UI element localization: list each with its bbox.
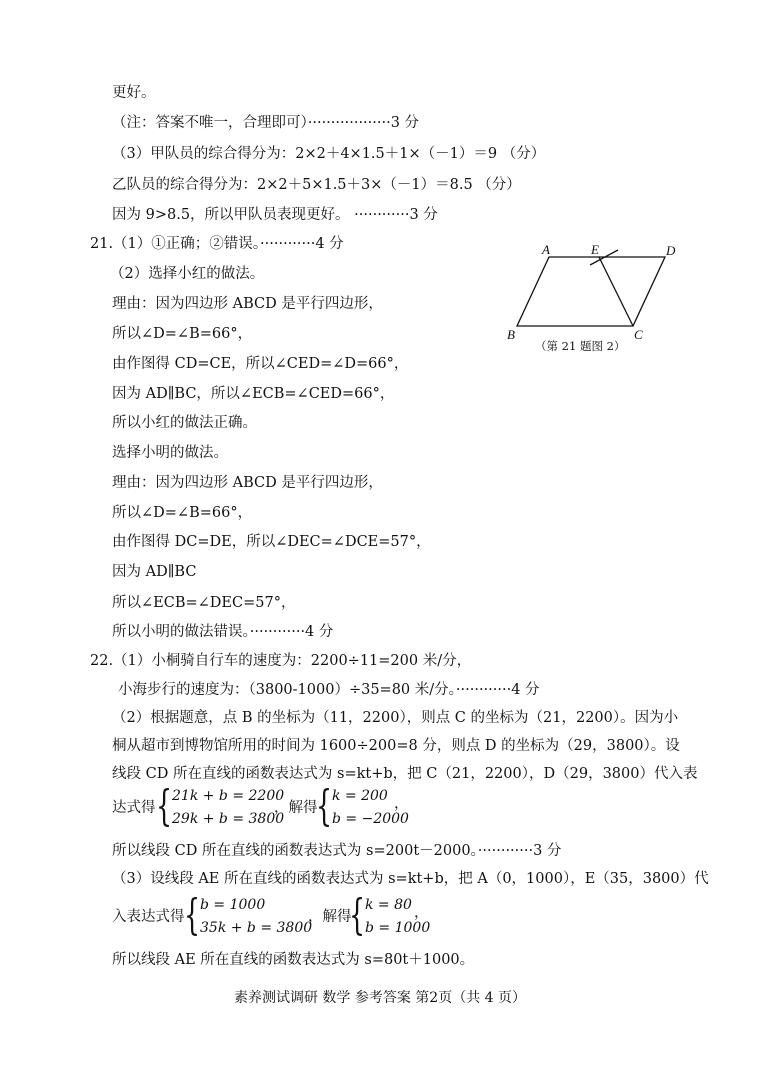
vertex-label-b: B: [507, 327, 515, 342]
system-equation: 35k + b = 3800: [200, 920, 313, 936]
figure-caption: （第 21 题图 2）: [535, 339, 626, 353]
text-line: 理由：因为四边形 ABCD 是平行四边形，: [112, 475, 383, 491]
page-footer: 素养测试调研 数学 参考答案 第2页（共 4 页）: [233, 990, 527, 1006]
left-brace: {: [156, 781, 173, 830]
system-solution: k = 80: [365, 897, 412, 913]
system-solution: b = 1000: [365, 920, 431, 936]
left-brace: {: [349, 890, 366, 939]
system-solution: k = 200: [332, 788, 388, 804]
vertex-label-e: E: [591, 242, 599, 257]
system-solution: b = −2000: [332, 811, 409, 827]
system-equation: 21k + b = 2200: [172, 788, 285, 804]
equation-system-1: [112, 781, 412, 832]
system-equation: 29k + b = 3800: [172, 811, 285, 827]
equation-system-2: [112, 890, 432, 941]
text-line: 由作图得 DC=DE，所以∠DEC=∠DCE=57°，: [112, 534, 431, 550]
system-equation: b = 1000: [200, 897, 266, 913]
text-line: 选择小明的做法。: [112, 445, 228, 461]
vertex-label-d: D: [666, 243, 676, 258]
parallelogram-abcd: [517, 257, 665, 326]
vertex-label-a: A: [542, 242, 550, 257]
system-suffix: ，: [414, 905, 429, 921]
text-line: 所以线段 CD 所在直线的函数表达式为 s=200t－2000。············3 分: [112, 843, 562, 859]
text-line: 所以∠D=∠B=66°，: [112, 505, 253, 521]
text-line: 所以线段 AE 所在直线的函数表达式为 s=80t＋1000。: [112, 952, 475, 968]
parallelogram-figure: [505, 240, 685, 355]
system-prefix: 入表达式得: [112, 909, 185, 925]
text-line: 桐从超市到博物馆所用的时间为 1600÷200=8 分，则点 D 的坐标为（29，3800）。设: [112, 738, 680, 754]
system-mid: ，解得: [274, 800, 318, 816]
text-line: （3）甲队员的综合得分为：2×2＋4×1.5＋1×（－1）＝9 （分）: [112, 146, 546, 162]
question-22-heading: 22.（1）小桐骑自行车的速度为：2200÷11=200 米/分，: [90, 653, 472, 669]
text-line: （3）设线段 AE 所在直线的函数表达式为 s=kt+b，把 A（0，1000），E（35，3800）代: [112, 871, 709, 887]
vertex-label-c: C: [634, 327, 643, 342]
text-line: 因为 AD∥BC，所以∠ECB=∠CED=66°，: [112, 386, 395, 402]
segment-ec: [599, 257, 633, 326]
text-line: 乙队员的综合得分为：2×2＋5×1.5＋3×（－1）＝8.5 （分）: [112, 177, 521, 193]
system-prefix: 达式得: [112, 800, 156, 816]
question-21-heading: 21.（1）①正确；②错误。············4 分: [90, 236, 344, 252]
text-line: 更好。: [112, 85, 156, 101]
text-line: 由作图得 CD=CE，所以∠CED=∠D=66°，: [112, 356, 409, 372]
left-brace: {: [316, 781, 333, 830]
system-mid: ，解得: [308, 909, 352, 925]
text-line: （注：答案不唯一，合理即可）··················3 分: [112, 115, 420, 131]
text-line: 理由：因为四边形 ABCD 是平行四边形，: [112, 296, 383, 312]
text-line: 因为 AD∥BC: [112, 564, 197, 580]
text-line: 线段 CD 所在直线的函数表达式为 s=kt+b，把 C（21，2200），D（29，3800）代入表: [112, 766, 698, 782]
text-line: 所以小明的做法错误。············4 分: [112, 624, 334, 640]
text-line: （2）选择小红的做法。: [110, 266, 265, 282]
text-line: 小海步行的速度为：（3800-1000）÷35=80 米/分。············4 分: [118, 682, 540, 698]
system-suffix: ，: [394, 796, 409, 812]
text-line: 所以∠D=∠B=66°，: [112, 326, 253, 342]
left-brace: {: [184, 890, 201, 939]
text-line: 因为 9>8.5，所以甲队员表现更好。 ············3 分: [112, 207, 438, 223]
text-line: （2）根据题意，点 B 的坐标为（11，2200），则点 C 的坐标为（21，2200）。因为小: [112, 710, 679, 726]
text-line: 所以∠ECB=∠DEC=57°，: [112, 595, 296, 611]
text-line: 所以小红的做法正确。: [112, 415, 257, 431]
